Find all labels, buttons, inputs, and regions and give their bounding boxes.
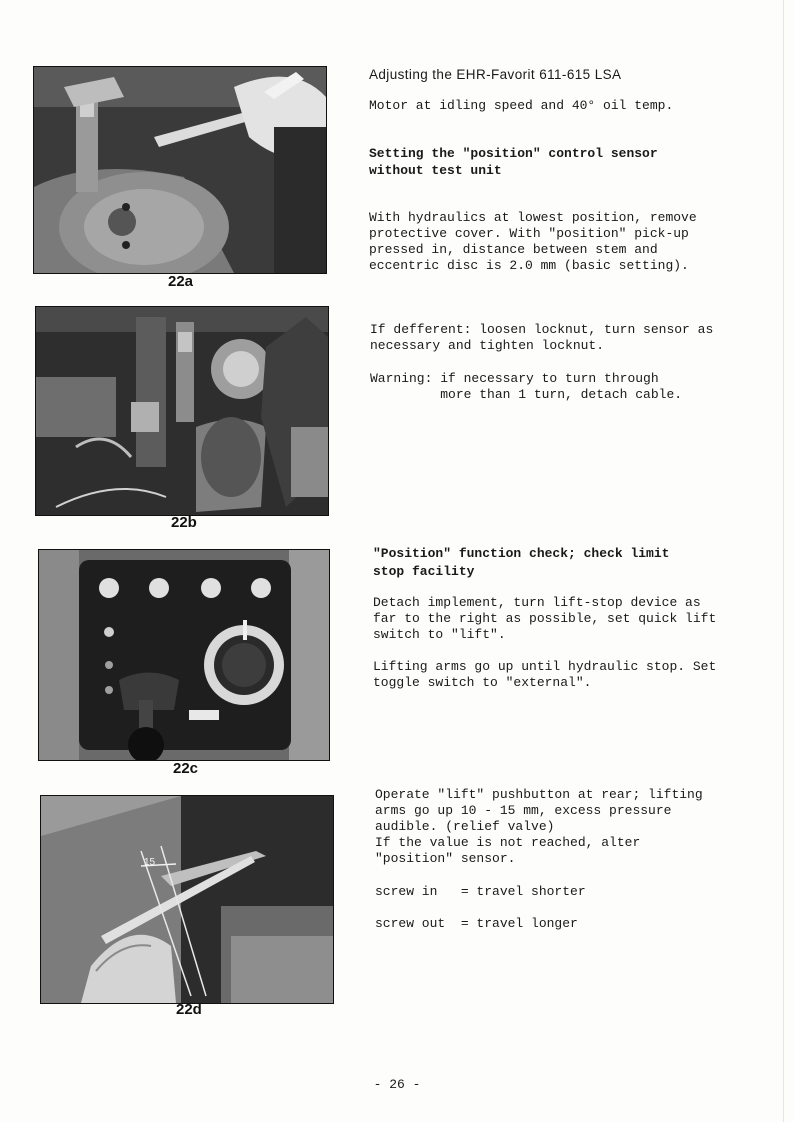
intro-text: Motor at idling speed and 40° oil temp. [369, 98, 674, 113]
scan-edge-line [783, 0, 784, 1122]
detach-implement-line2: far to the right as possible, set quick lift [373, 611, 717, 626]
figure-caption-22c: 22c [173, 760, 199, 777]
position-sensor-body-line3: pressed in, distance between stem and [369, 242, 658, 257]
measure-label-15: 15 [144, 857, 156, 868]
if-different-line1: If defferent: loosen locknut, turn sensor as [370, 322, 714, 337]
operate-line5: "position" sensor. [375, 851, 516, 866]
function-check-heading-line1: "Position" function check; check limit [373, 546, 670, 561]
photo-22a [33, 66, 327, 274]
page-number: - 26 - [373, 1077, 421, 1092]
figure-caption-22b: 22b [171, 514, 197, 531]
photo-22b-image [36, 307, 328, 515]
warning-line1: Warning: if necessary to turn through [370, 371, 659, 386]
photo-22a-image [34, 67, 326, 273]
detach-implement-line3: switch to "lift". [373, 627, 506, 642]
if-different-line2: necessary and tighten locknut. [370, 338, 605, 353]
photo-22d [40, 795, 334, 1004]
lifting-arms-line2: toggle switch to "external". [373, 675, 592, 690]
operate-line3: audible. (relief valve) [375, 819, 555, 834]
position-sensor-body-line2: protective cover. With "position" pick-up [369, 226, 689, 241]
photo-22b [35, 306, 329, 516]
operate-line1: Operate "lift" pushbutton at rear; lifting [375, 787, 703, 802]
position-sensor-heading-line1: Setting the "position" control sensor [369, 146, 658, 161]
operate-line4: If the value is not reached, alter [375, 835, 641, 850]
warning-line2: more than 1 turn, detach cable. [370, 387, 683, 402]
photo-22c [38, 549, 330, 761]
screw-out-line: screw out = travel longer [375, 916, 578, 931]
page-title: Adjusting the EHR-Favorit 611-615 LSA [369, 67, 622, 82]
detach-implement-line1: Detach implement, turn lift-stop device as [373, 595, 701, 610]
position-sensor-body-line4: eccentric disc is 2.0 mm (basic setting). [369, 258, 689, 273]
position-sensor-heading-line2: without test unit [369, 163, 502, 178]
lifting-arms-line1: Lifting arms go up until hydraulic stop. Set [373, 659, 717, 674]
photo-22d-image [41, 796, 333, 1003]
function-check-heading-line2: stop facility [373, 564, 475, 579]
operate-line2: arms go up 10 - 15 mm, excess pressure [375, 803, 672, 818]
figure-caption-22d: 22d [176, 1001, 202, 1018]
photo-22c-image [39, 550, 329, 760]
position-sensor-body-line1: With hydraulics at lowest position, remove [369, 210, 697, 225]
figure-caption-22a: 22a [168, 273, 194, 290]
screw-in-line: screw in = travel shorter [375, 884, 586, 899]
